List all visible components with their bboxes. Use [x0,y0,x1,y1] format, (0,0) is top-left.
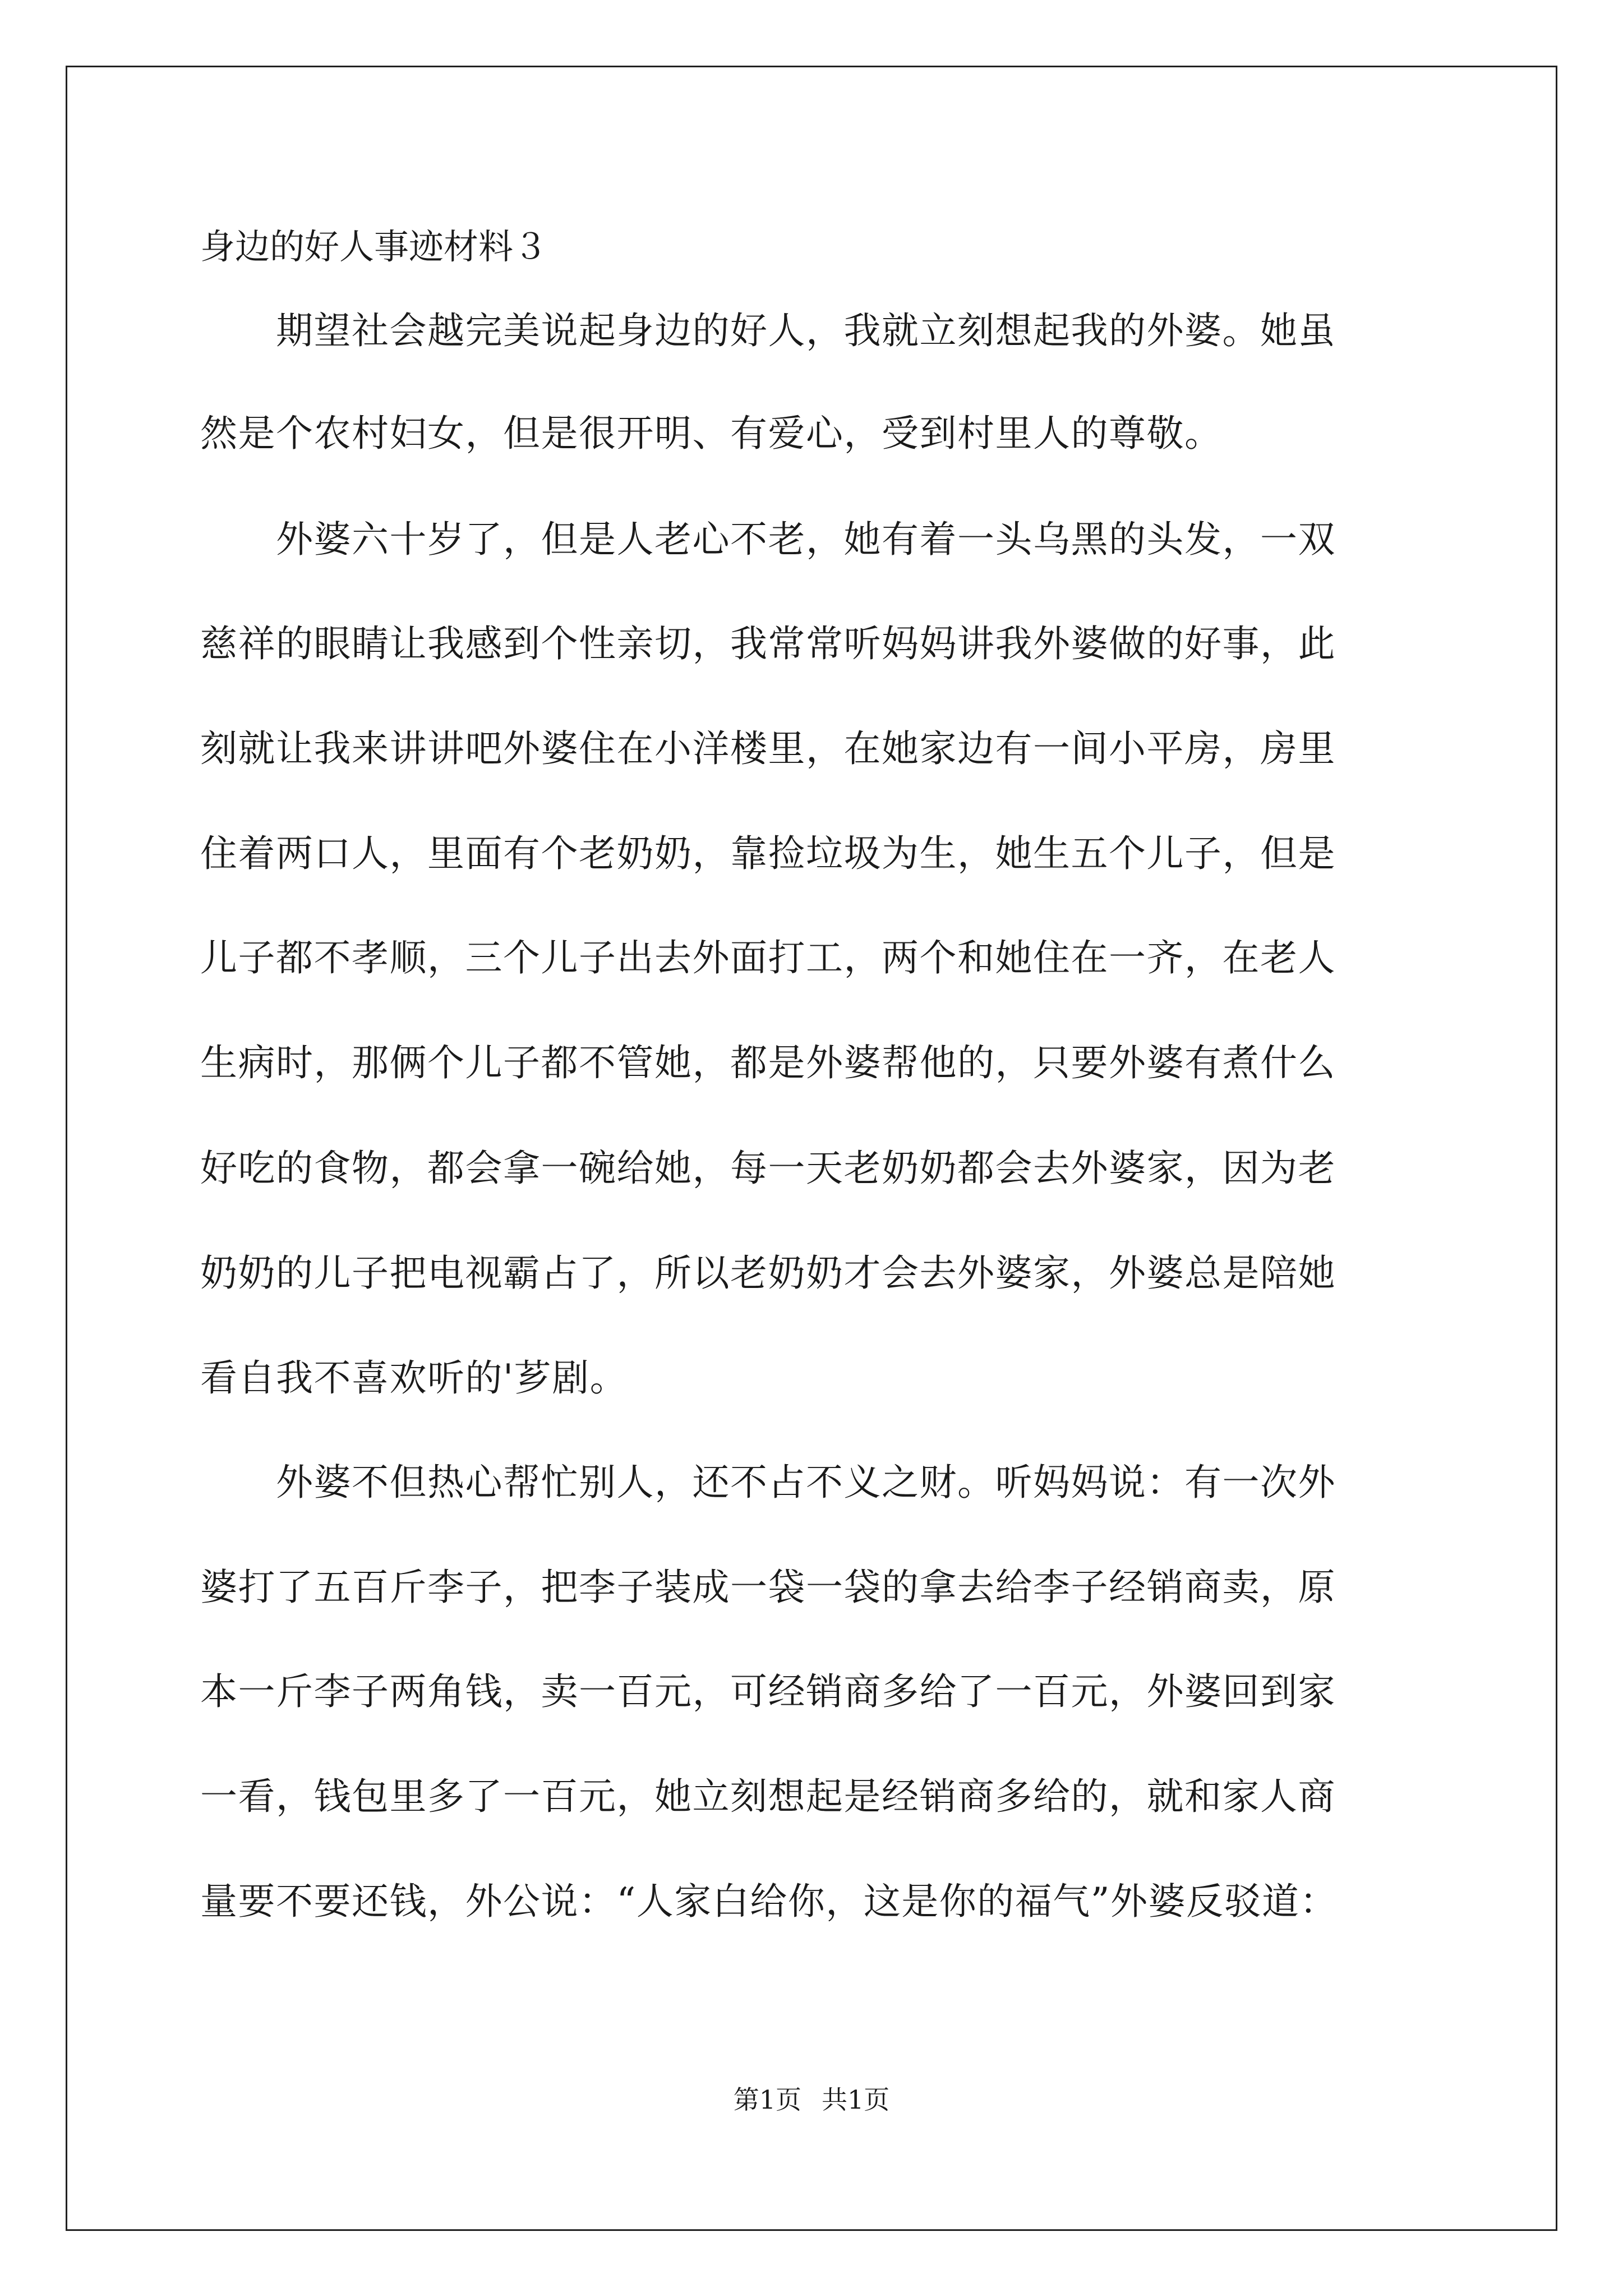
paragraph-line: 奶奶的儿子把电视霸占了，所以老奶奶才会去外婆家，外婆总是陪她 [200,1251,1336,1295]
paragraph-line: 期望社会越完美说起身边的好人，我就立刻想起我的外婆。她虽 [200,309,1336,352]
paragraph-line: 然是个农村妇女，但是很开明、有爱心，受到村里人的尊敬。 [200,412,1223,455]
paragraph-line: 刻就让我来讲讲吧外婆住在小洋楼里，在她家边有一间小平房，房里 [200,727,1336,770]
paragraph-line: 慈祥的眼睛让我感到个性亲切，我常常听妈妈讲我外婆做的好事，此 [200,622,1336,665]
paragraph-line: 儿子都不孝顺，三个儿子出去外面打工，两个和她住在一齐，在老人 [200,936,1336,979]
paragraph-line: 生病时，那俩个儿子都不管她，都是外婆帮他的，只要外婆有煮什么 [200,1041,1336,1084]
page-number: 第1页 [733,2085,801,2115]
paragraph-line: 外婆不但热心帮忙别人，还不占不义之财。听妈妈说：有一次外 [200,1461,1336,1504]
paragraph-line: 好吃的食物，都会拿一碗给她，每一天老奶奶都会去外婆家，因为老 [200,1147,1336,1190]
paragraph-line: 看自我不喜欢听的'芗剧。 [200,1356,628,1400]
paragraph-line: 本一斤李子两角钱，卖一百元，可经销商多给了一百元，外婆回到家 [200,1670,1336,1713]
paragraph-line: 一看，钱包里多了一百元，她立刻想起是经销商多给的，就和家人商 [200,1775,1336,1818]
paragraph-line: 婆打了五百斤李子，把李子装成一袋一袋的拿去给李子经销商卖，原 [200,1566,1336,1609]
paragraph-line: 量要不要还钱，外公说：“人家白给你，这是你的福气”外婆反驳道： [200,1880,1338,1923]
document-title: 身边的好人事迹材料３ [200,226,548,267]
paragraph-line: 住着两口人，里面有个老奶奶，靠捡垃圾为生，她生五个儿子，但是 [200,832,1336,875]
page-total: 共1页 [822,2085,890,2115]
paragraph-line: 外婆六十岁了，但是人老心不老，她有着一头乌黑的头发，一双 [200,518,1336,561]
page-footer [0,2083,1623,2116]
